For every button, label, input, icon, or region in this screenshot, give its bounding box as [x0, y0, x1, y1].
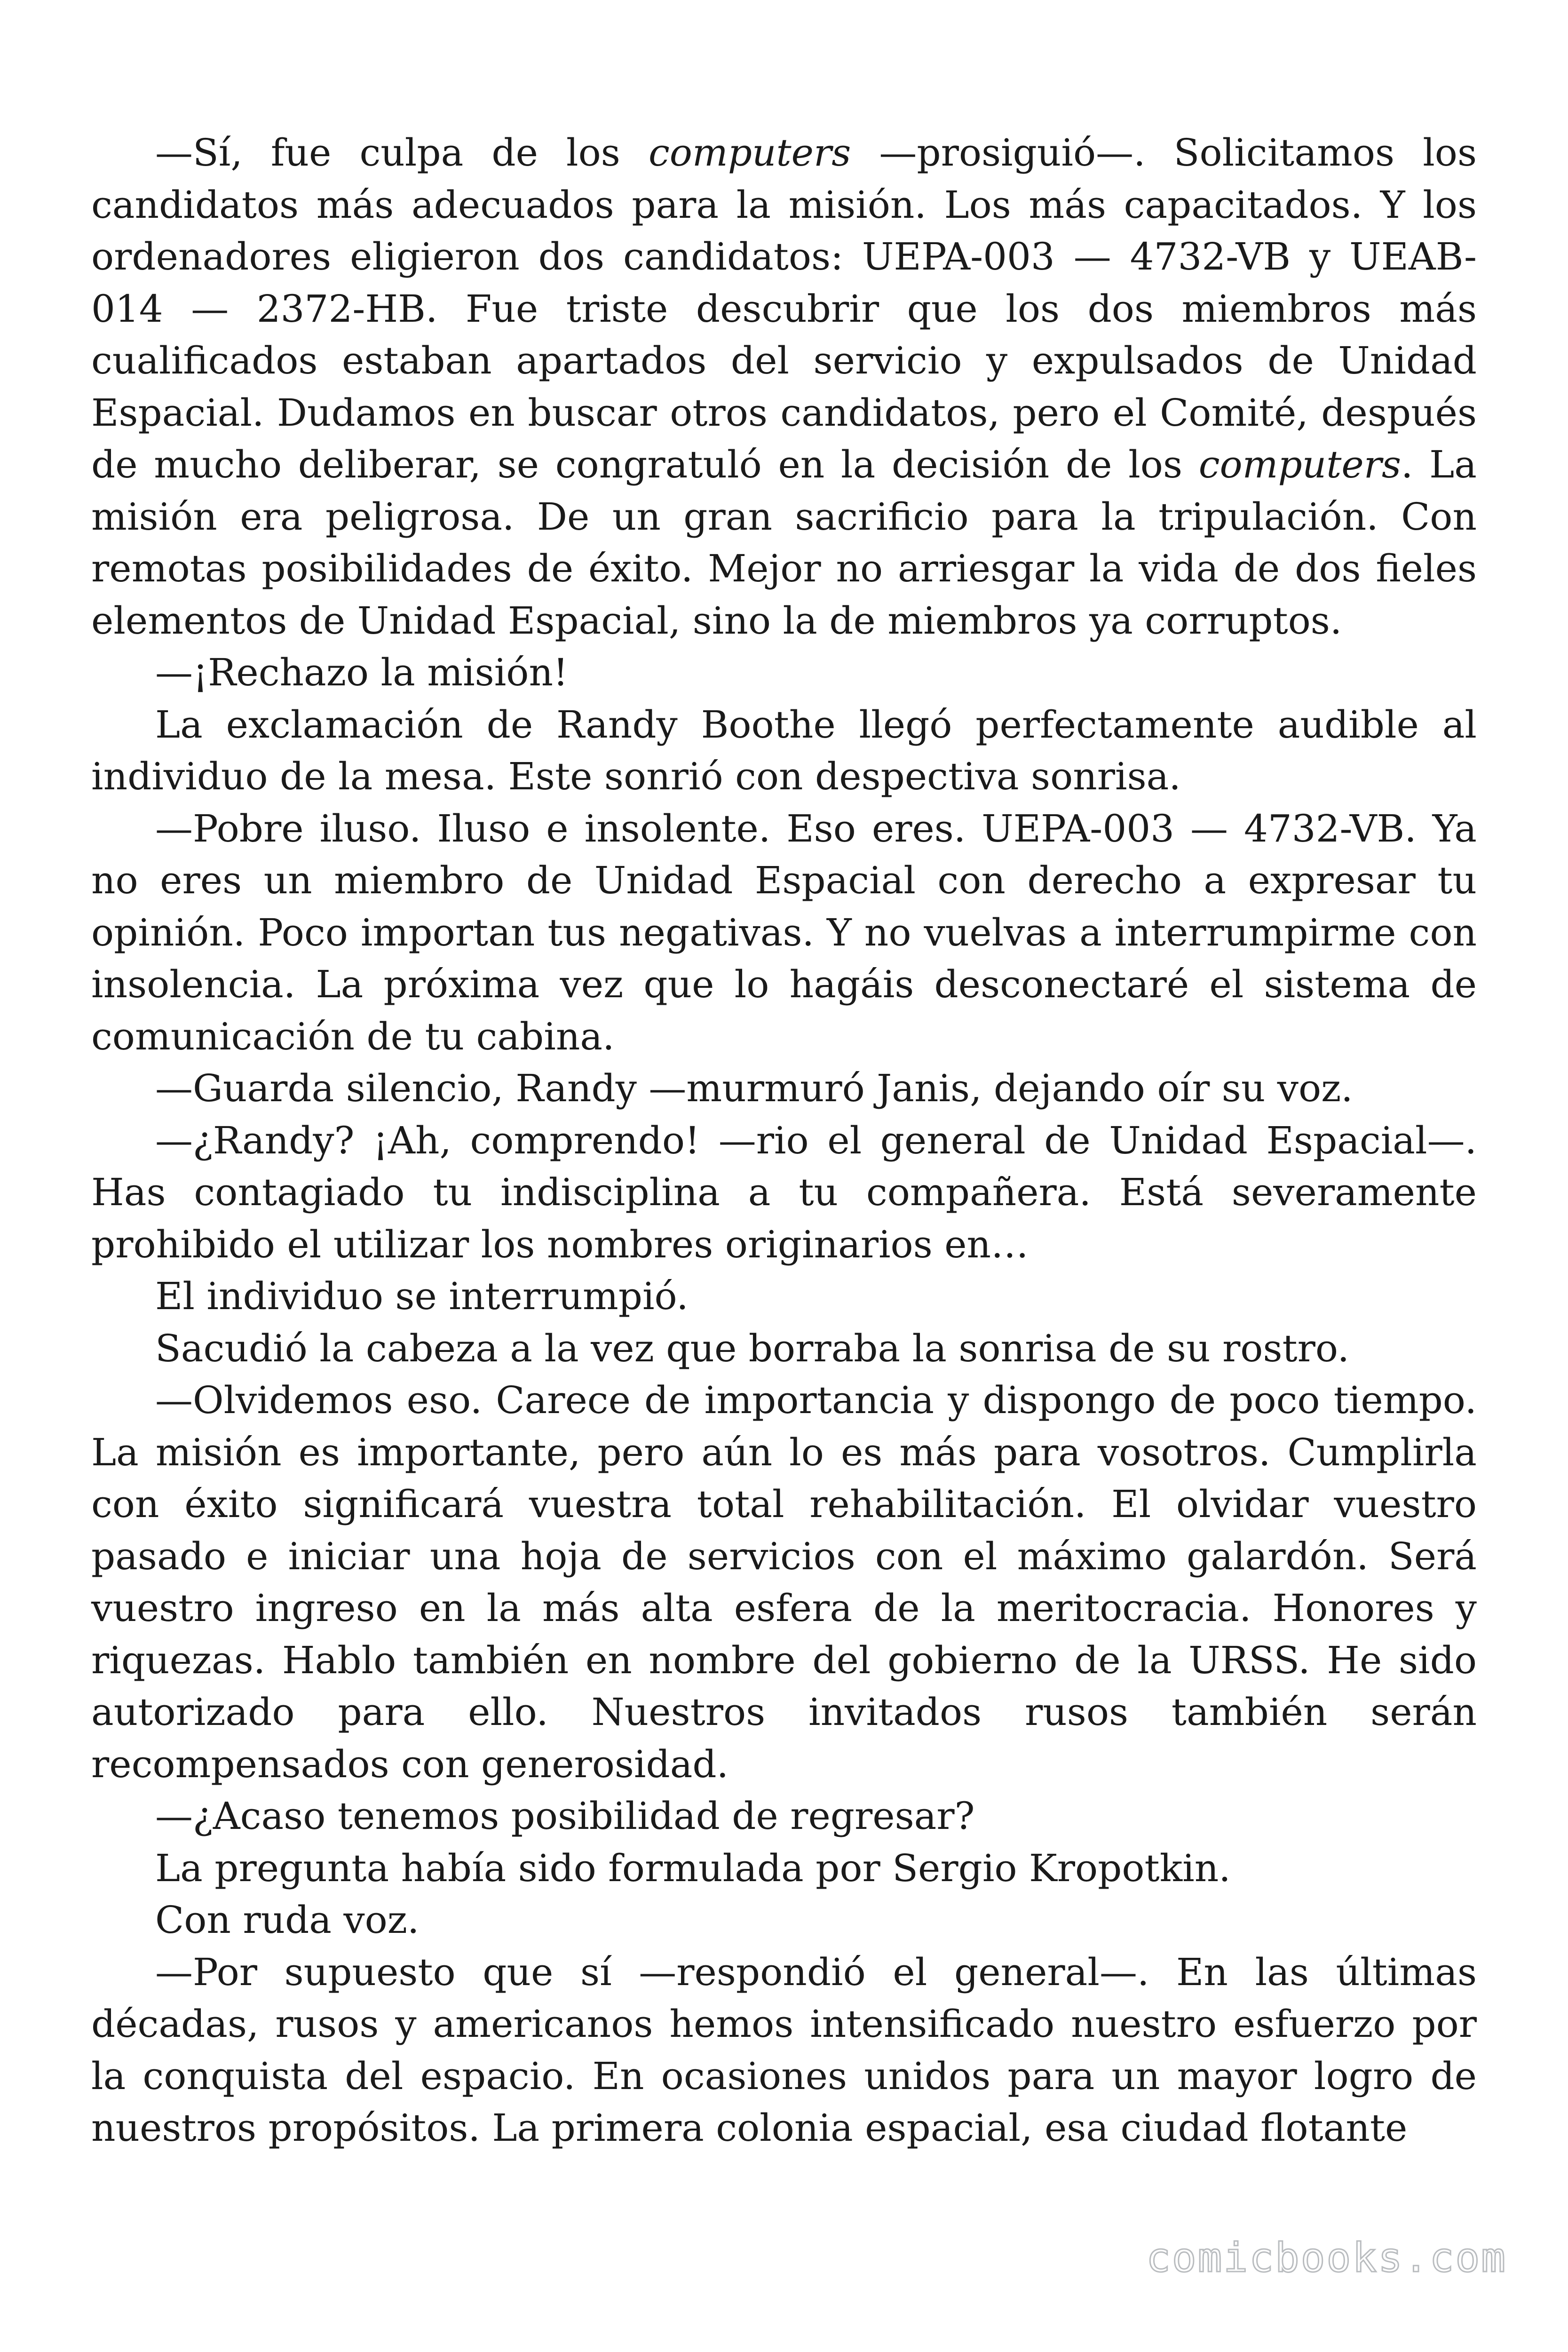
- paragraph: [91, 1271, 1477, 1323]
- paragraph: [91, 1843, 1477, 1895]
- paragraph: [91, 127, 1477, 647]
- paragraph: [91, 803, 1477, 1063]
- text-run: —¡Rechazo la misión!: [155, 651, 569, 694]
- text-run: —Por supuesto que sí —respondió el general—. En las últimas décadas, rusos y americanos hemos intensificado nuestro esfuerzo por la conquista del espacio. En ocasiones unidos para un mayor logro de nuestros propósitos. La primera colonia espacial, esa ciudad flotante: [91, 1950, 1477, 2150]
- site-watermark: comicbooks.com: [1146, 2234, 1507, 2281]
- text-run: Con ruda voz.: [155, 1898, 420, 1942]
- text-run: Sacudió la cabeza a la vez que borraba la sonrisa de su rostro.: [155, 1326, 1350, 1370]
- paragraph: [91, 1375, 1477, 1790]
- text-run: . La misión era peligrosa. De un gran sacrificio para la tripulación. Con remotas posibilidades de éxito. Mejor no arriesgar la vida de dos fieles elementos de Unidad Espacial, sino la de miembros ya corruptos.: [91, 443, 1477, 643]
- body-text: [91, 127, 1477, 2154]
- paragraph: [91, 647, 1477, 699]
- text-run: —Guarda silencio, Randy —murmuró Janis, dejando oír su voz.: [155, 1066, 1353, 1110]
- text-run: —Sí, fue culpa de los: [155, 131, 649, 175]
- text-run: La exclamación de Randy Boothe llegó perfectamente audible al individuo de la mesa. Este sonrió con despectiva sonrisa.: [91, 702, 1477, 798]
- text-run: El individuo se interrumpió.: [155, 1274, 689, 1318]
- paragraph: [91, 1790, 1477, 1843]
- text-run: —Olvidemos eso. Carece de importancia y dispongo de poco tiempo. La misión es importante, pero aún lo es más para vosotros. Cumplirla con éxito significará vuestra total rehabilitación. El olvidar vuestro pasado e iniciar una hoja de servicios con el máximo galardón. Será vuestro ingreso en la más alta esfera de la meritocracia. Honores y riquezas. Hablo también en nombre del gobierno de la URSS. He sido autorizado para ello. Nuestros invitados rusos también serán recompensados con generosidad.: [91, 1378, 1477, 1786]
- italic-text: computers: [648, 131, 851, 175]
- paragraph: [91, 1323, 1477, 1375]
- text-run: —prosiguió—. Solicitamos los candidatos más adecuados para la misión. Los más capacitados. Y los ordenadores eligieron dos candidatos: UEPA-003 — 4732-VB y UEAB-014 — 2372-HB. Fue triste descubrir que los dos miembros más cualificados estaban apartados del servicio y expulsados de Unidad Espacial. Dudamos en buscar otros candidatos, pero el Comité, después de mucho deliberar, se congratuló en la decisión de los: [91, 131, 1477, 486]
- text-run: —¿Acaso tenemos posibilidad de regresar?: [155, 1794, 975, 1838]
- paragraph: [91, 1115, 1477, 1271]
- italic-text: computers: [1198, 443, 1402, 486]
- text-run: —Pobre iluso. Iluso e insolente. Eso eres. UEPA-003 — 4732-VB. Ya no eres un miembro de Unidad Espacial con derecho a expresar tu opinión. Poco importan tus negativas. Y no vuelvas a interrumpirme con insolencia. La próxima vez que lo hagáis desconectaré el sistema de comunicación de tu cabina.: [91, 806, 1477, 1058]
- text-run: La pregunta había sido formulada por Sergio Kropotkin.: [155, 1846, 1231, 1890]
- paragraph: [91, 1947, 1477, 2154]
- text-run: —¿Randy? ¡Ah, comprendo! —rio el general de Unidad Espacial—. Has contagiado tu indisciplina a tu compañera. Está severamente prohibido el utilizar los nombres originarios en…: [91, 1118, 1477, 1266]
- book-page: [91, 127, 1477, 2211]
- paragraph: [91, 699, 1477, 803]
- paragraph: [91, 1063, 1477, 1115]
- paragraph: [91, 1894, 1477, 1947]
